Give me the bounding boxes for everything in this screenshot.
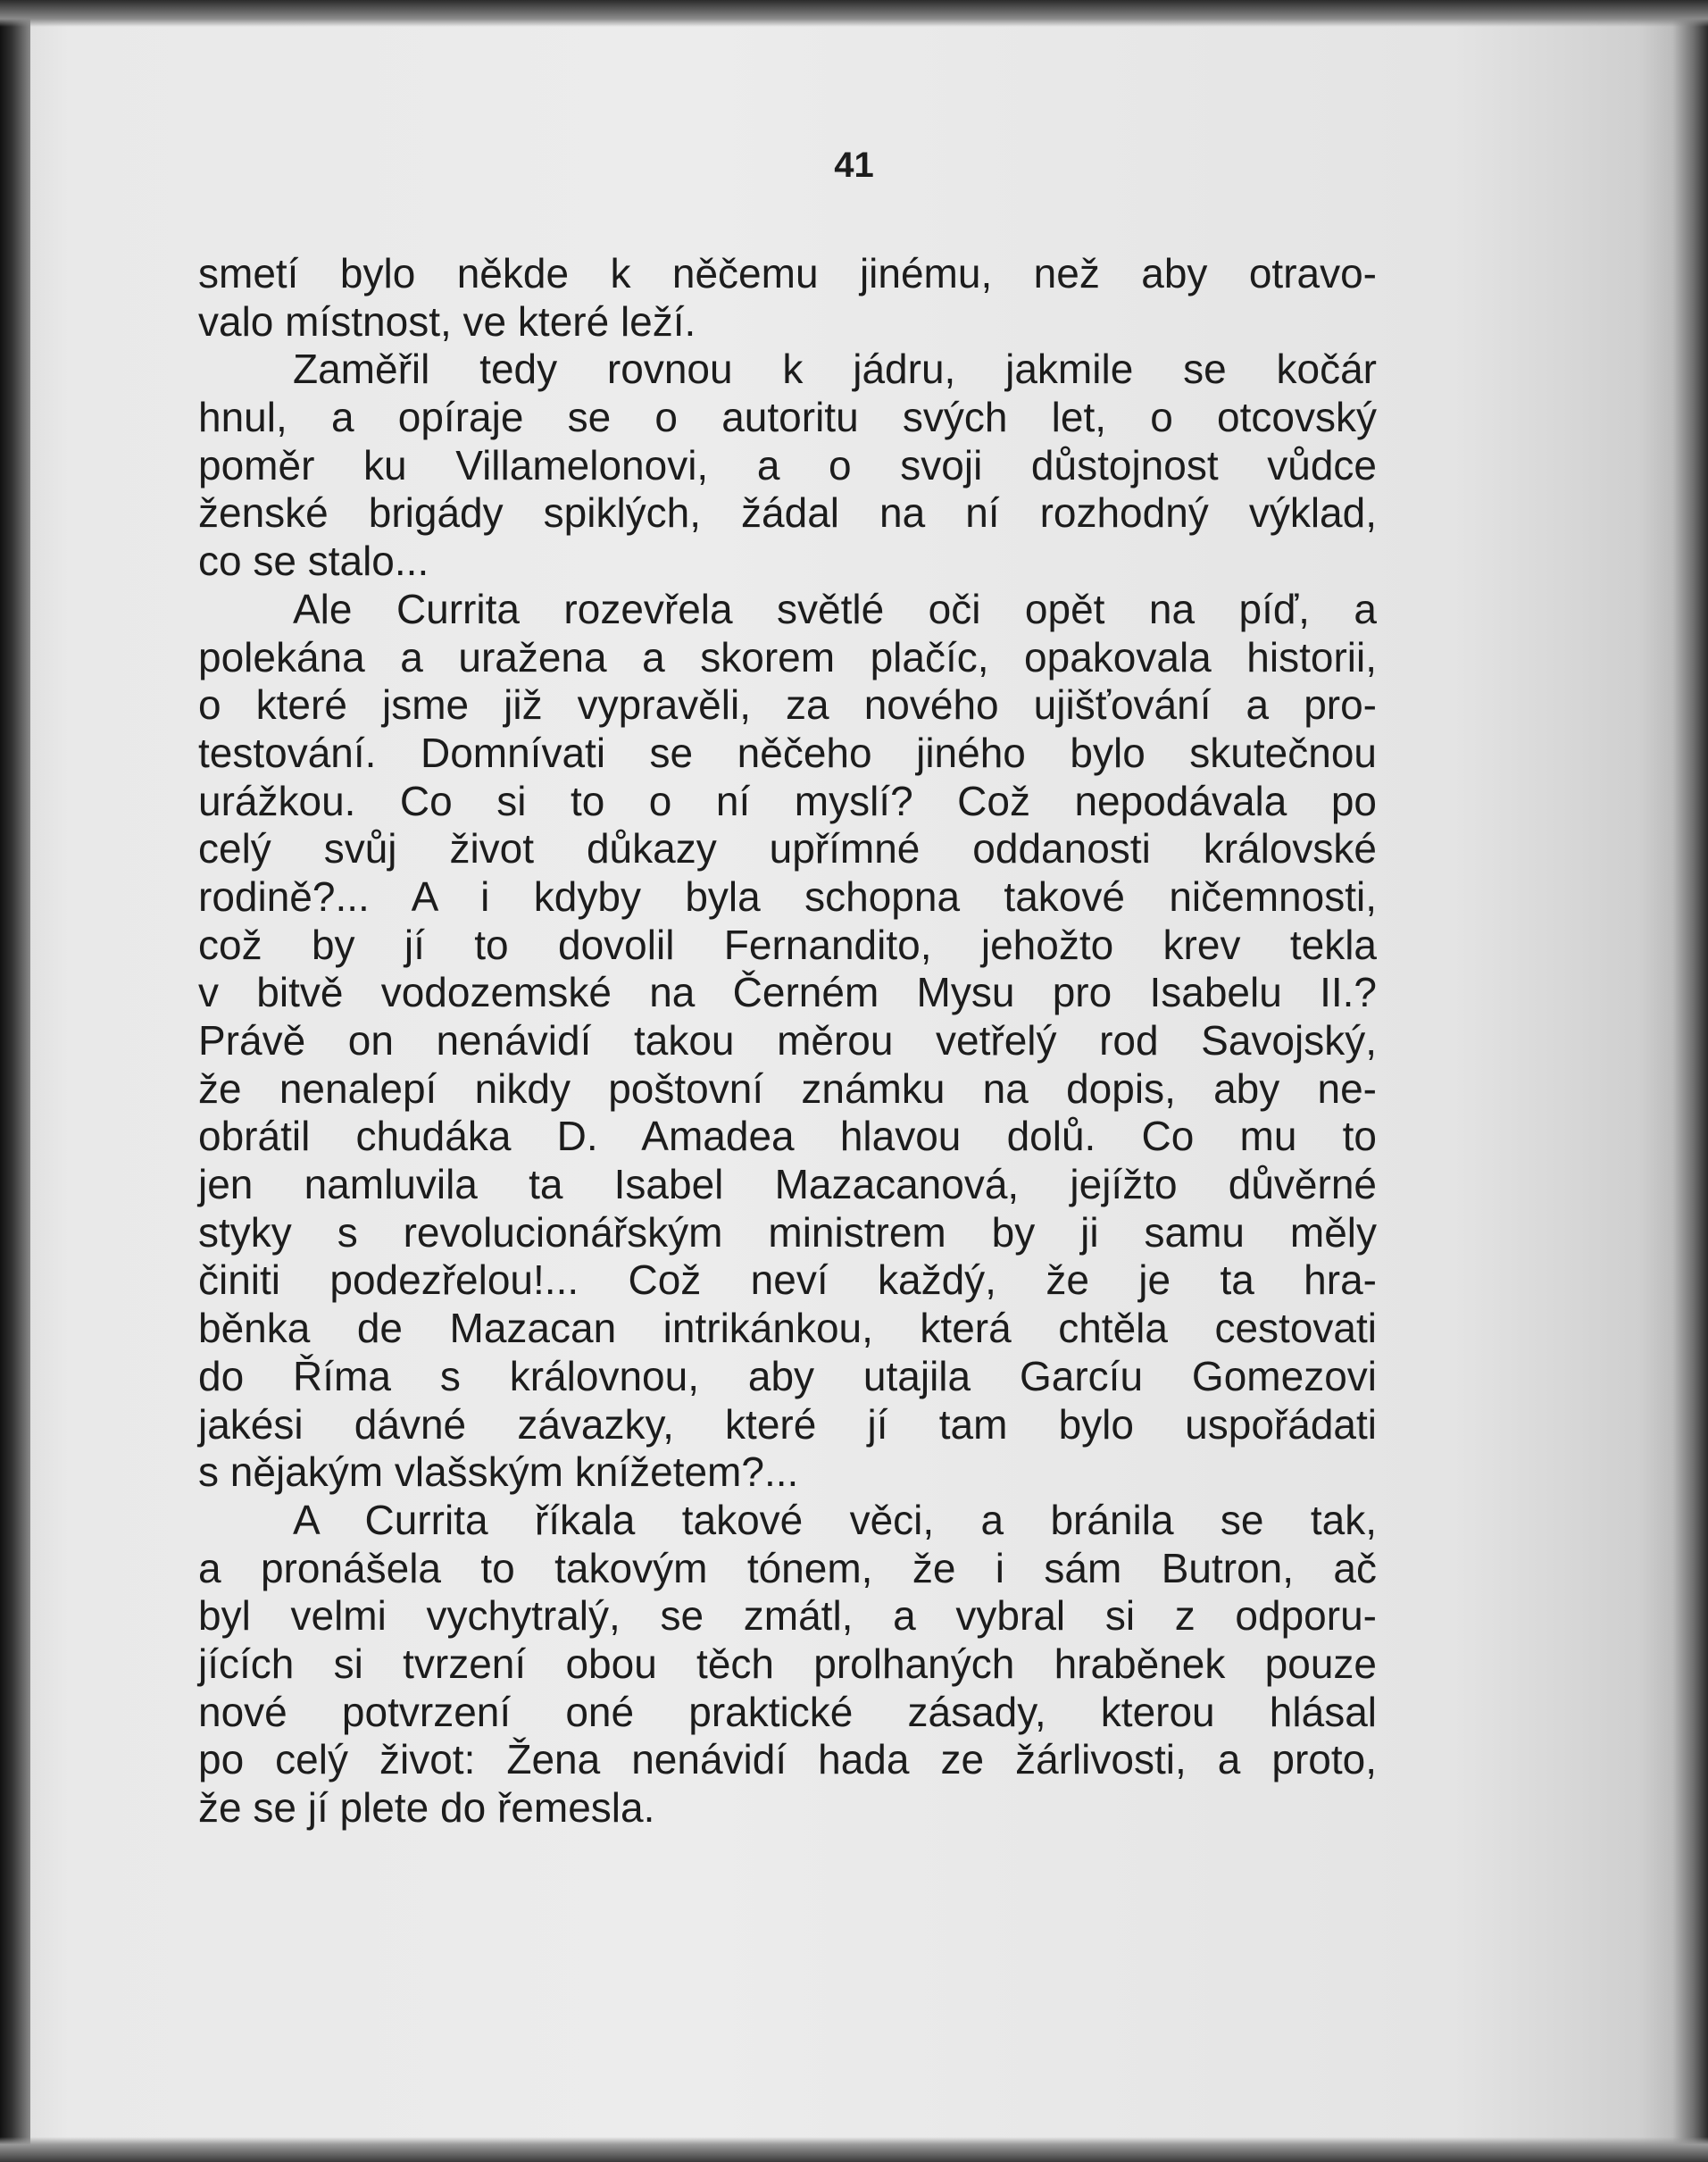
text-line: že nenalepí nikdy poštovní známku na dopis, aby ne- (198, 1064, 1377, 1112)
text-line: do Říma s královnou, aby utajila Garcíu Gomezovi (198, 1352, 1377, 1399)
text-line: poměr ku Villamelonovi, a o svoji důstojnost vůdce (198, 441, 1377, 488)
text-line: což by jí to dovolil Fernandito, jehožto krev tekla (198, 921, 1377, 968)
body-text (198, 250, 1377, 1832)
text-line: Ale Currita rozevřela světlé oči opět na píď, a (293, 585, 1377, 632)
text-line: byl velmi vychytralý, se zmátl, a vybral si z odporu- (198, 1592, 1377, 1640)
text-line: polekána a uražena a skorem plačíc, opakovala historii, (198, 633, 1377, 680)
text-line: styky s revolucionářským ministrem by ji samu měly (198, 1208, 1377, 1256)
text-line: jen namluvila ta Isabel Mazacanová, jejížto důvěrné (198, 1161, 1377, 1208)
text-line: po celý život: Žena nenávidí hada ze žárlivosti, a proto, (198, 1736, 1377, 1783)
text-line: urážkou. Co si to o ní myslí? Což nepodávala po (198, 777, 1377, 824)
scan-edge-left (0, 0, 30, 2162)
text-line: že se jí plete do řemesla. (198, 1784, 655, 1831)
text-line: Zaměřil tedy rovnou k jádru, jakmile se kočár (293, 346, 1377, 393)
text-line: činiti podezřelou!... Což neví každý, že je ta hra- (198, 1256, 1377, 1304)
scan-edge-bottom (0, 2137, 1708, 2162)
text-line: rodině?... A i kdyby byla schopna takové ničemnosti, (198, 872, 1377, 920)
text-line: testování. Domnívati se něčeho jiného bylo skutečnou (198, 729, 1377, 776)
text-line: běnka de Mazacan intrikánkou, která chtěla cestovati (198, 1305, 1377, 1352)
text-line: jakési dávné závazky, které jí tam bylo uspořádati (198, 1400, 1377, 1448)
scan-edge-top (0, 0, 1708, 27)
scan-edge-right (1672, 0, 1708, 2162)
text-line: o které jsme již vypravěli, za nového ujišťování a pro- (198, 681, 1377, 729)
text-line: co se stalo... (198, 538, 429, 585)
text-line: A Currita říkala takové věci, a bránila se tak, (293, 1496, 1377, 1543)
text-line: obrátil chudáka D. Amadea hlavou dolů. Co mu to (198, 1113, 1377, 1160)
text-line: ženské brigády spiklých, žádal na ní rozhodný výklad, (198, 489, 1377, 537)
text-line: a pronášela to takovým tónem, že i sám Butron, ač (198, 1544, 1377, 1591)
text-line: smetí bylo někde k něčemu jinému, než aby otravo- (198, 250, 1377, 296)
text-line: Právě on nenávidí takou měrou vetřelý rod Savojský, (198, 1017, 1377, 1064)
text-line: jících si tvrzení obou těch prolhaných hraběnek pouze (198, 1640, 1377, 1687)
page-number: 41 (834, 146, 874, 185)
text-line: celý svůj život důkazy upřímné oddanosti královské (198, 825, 1377, 872)
text-line: valo místnost, ve které leží. (198, 297, 696, 345)
text-line: s nějakým vlašským knížetem?... (198, 1448, 799, 1496)
text-line: hnul, a opíraje se o autoritu svých let, o otcovský (198, 394, 1377, 441)
text-line: v bitvě vodozemské na Černém Mysu pro Isabelu II.? (198, 969, 1377, 1016)
text-line: nové potvrzení oné praktické zásady, kterou hlásal (198, 1688, 1377, 1735)
